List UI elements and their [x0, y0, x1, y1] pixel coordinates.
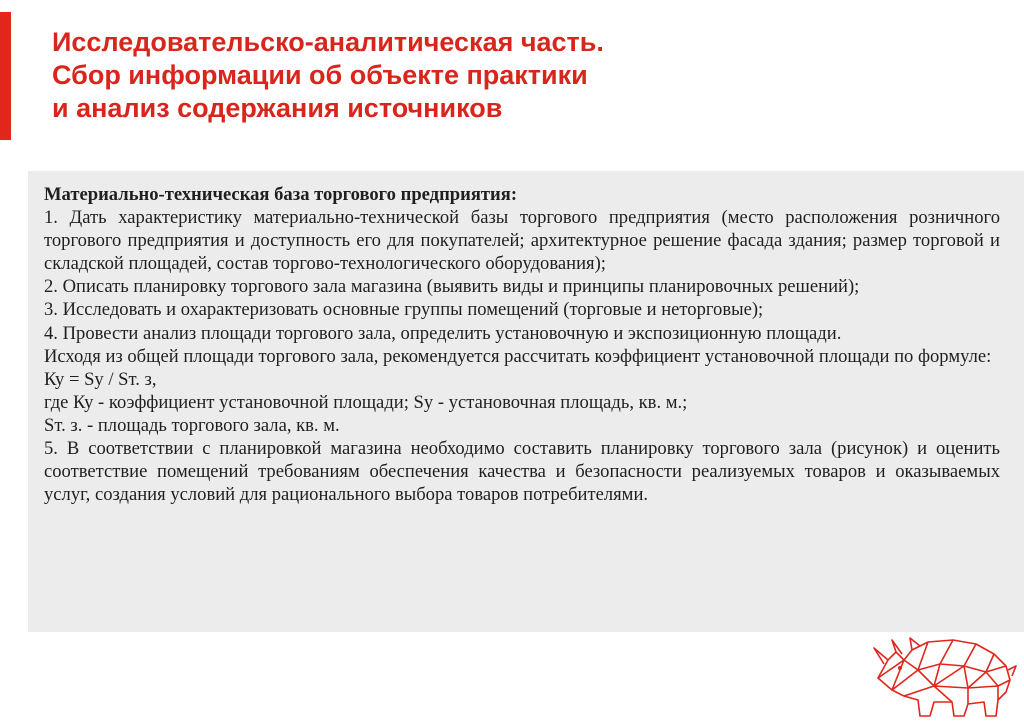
content-text	[44, 183, 1000, 506]
paragraph-formula-intro: Исходя из общей площади торгового зала, рекомендуется рассчитать коэффициент установочной площади по формуле:	[44, 345, 992, 367]
section-heading: Материально-техническая база торгового предприятия:	[44, 184, 518, 205]
title-line-2: Сбор информации об объекте практики	[52, 60, 588, 90]
accent-bar	[0, 12, 11, 140]
list-item-5: 5. В соответствии с планировкой магазина необходимо составить планировку торгового зала (рисунок) и оценить соответствие помещений требованиям обеспечения качества и безопасности реализуемых товаров и оказываемых услуг, создания условий для рационального выбора товаров потребителями.	[44, 438, 1000, 506]
formula-legend-2: Sт. з. - площадь торгового зала, кв. м.	[44, 414, 340, 436]
formula-legend-1: где Ку - коэффициент установочной площади; Sу - установочная площадь, кв. м.;	[44, 391, 688, 413]
title-line-1: Исследовательско-аналитическая часть.	[52, 27, 604, 57]
formula: Ку = Sу / Sт. з,	[44, 368, 157, 390]
content-panel	[28, 171, 1024, 632]
list-item-1: 1. Дать характеристику материально-технической базы торгового предприятия (место расположения розничного торгового предприятия и доступность его для покупателей; архитектурное решение фасада здания; размер торговой и складской площадей, состав торгово-технологического оборудования);	[44, 207, 1000, 275]
slide-title	[52, 26, 952, 125]
list-item-2: 2. Описать планировку торгового зала магазина (выявить виды и принципы планировочных решений);	[44, 276, 860, 298]
title-line-3: и анализ содержания источников	[52, 93, 503, 123]
list-item-3: 3. Исследовать и охарактеризовать основные группы помещений (торговые и неторговые);	[44, 299, 764, 321]
rhino-logo-icon	[868, 630, 1018, 720]
list-item-4: 4. Провести анализ площади торгового зала, определить установочную и экспозиционную площади.	[44, 322, 842, 344]
